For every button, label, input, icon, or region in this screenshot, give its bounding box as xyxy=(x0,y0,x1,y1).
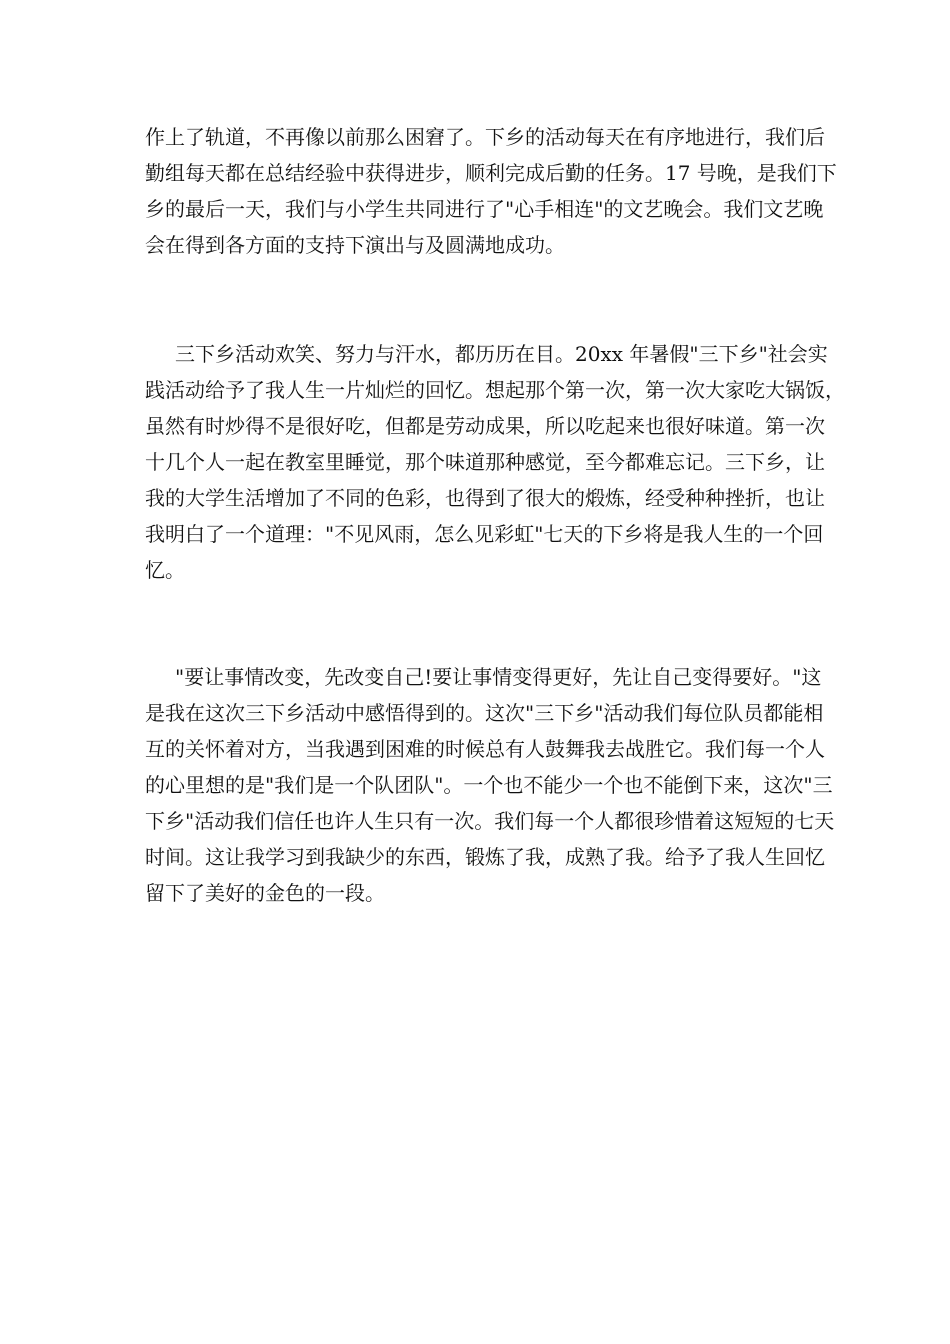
paragraph-line: 忆。 xyxy=(145,558,185,582)
paragraph-line: 时间。这让我学习到我缺少的东西，锻炼了我，成熟了我。给予了我人生回忆 xyxy=(145,845,825,869)
paragraph-line: 的心里想的是"我们是一个队团队"。一个也不能少一个也不能倒下来，这次"三 xyxy=(145,773,833,797)
paragraph-line: 是我在这次三下乡活动中感悟得到的。这次"三下乡"活动我们每位队员都能相 xyxy=(145,701,824,725)
paragraph-line: 我的大学生活增加了不同的色彩，也得到了很大的煅炼，经受种种挫折，也让 xyxy=(145,486,825,510)
paragraph-line: 践活动给予了我人生一片灿烂的回忆。想起那个第一次，第一次大家吃大锅饭， xyxy=(145,378,845,402)
paragraph-line: 作上了轨道，不再像以前那么困窘了。下乡的活动每天在有序地进行，我们后 xyxy=(145,125,825,149)
paragraph-line: 下乡"活动我们信任也许人生只有一次。我们每一个人都很珍惜着这短短的七天 xyxy=(145,809,835,833)
paragraph-line: 乡的最后一天，我们与小学生共同进行了"心手相连"的文艺晚会。我们文艺晚 xyxy=(145,197,824,221)
paragraph-3 xyxy=(145,659,835,911)
paragraph-line: 虽然有时炒得不是很好吃，但都是劳动成果，所以吃起来也很好味道。第一次 xyxy=(145,414,825,438)
paragraph-line: 勤组每天都在总结经验中获得进步，顺利完成后勤的任务。17 号晚，是我们下 xyxy=(145,161,837,185)
paragraph-line: 互的关怀着对方，当我遇到困难的时候总有人鼓舞我去战胜它。我们每一个人 xyxy=(145,737,825,761)
paragraph-line: 留下了美好的金色的一段。 xyxy=(145,881,385,905)
paragraph-line: "要让事情改变，先改变自己!要让事情变得更好，先让自己变得要好。"这 xyxy=(175,665,822,689)
paragraph-line: 会在得到各方面的支持下演出与及圆满地成功。 xyxy=(145,233,565,257)
paragraph-1 xyxy=(145,119,837,263)
paragraph-2 xyxy=(145,336,845,588)
paragraph-line: 三下乡活动欢笑、努力与汗水，都历历在目。20xx 年暑假"三下乡"社会实 xyxy=(175,342,828,366)
paragraph-line: 我明白了一个道理："不见风雨，怎么见彩虹"七天的下乡将是我人生的一个回 xyxy=(145,522,824,546)
paragraph-line: 十几个人一起在教室里睡觉，那个味道那种感觉，至今都难忘记。三下乡，让 xyxy=(145,450,825,474)
